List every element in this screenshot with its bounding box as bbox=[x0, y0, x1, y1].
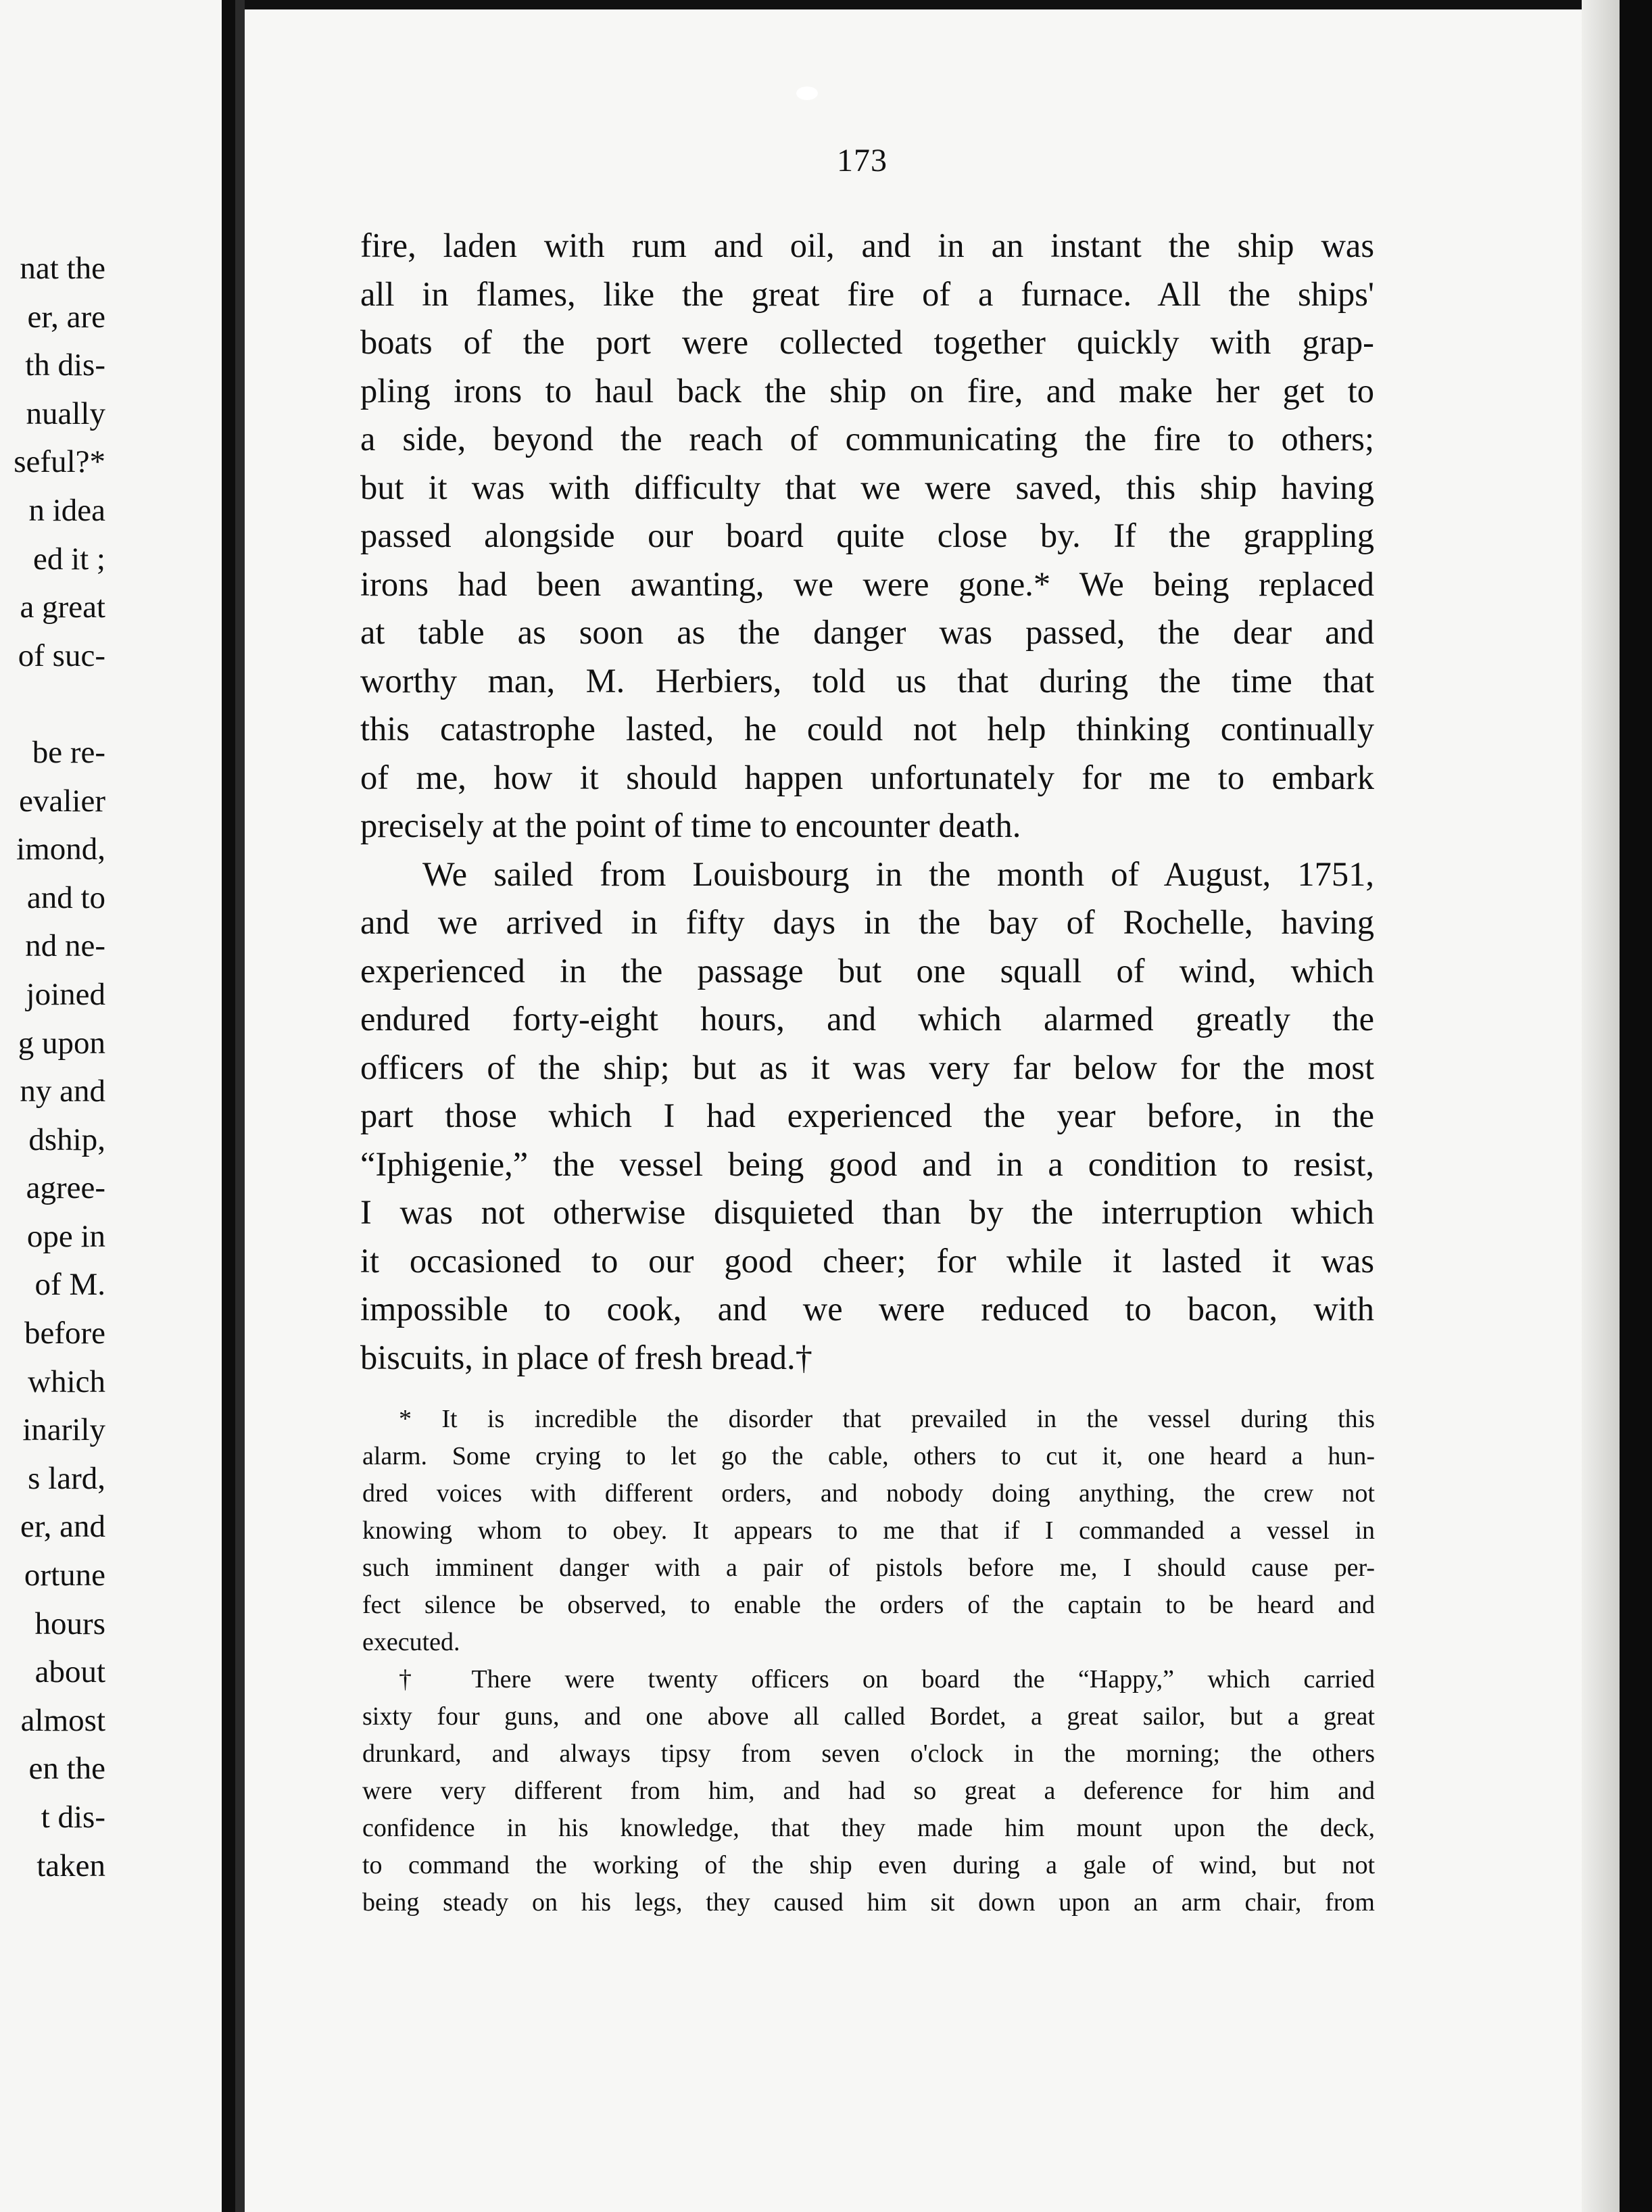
body-line: boats of the port were collected together quickly with grap- bbox=[360, 323, 1374, 361]
left-line: th dis- bbox=[25, 347, 105, 383]
left-line: er, and bbox=[20, 1509, 105, 1545]
footnote-line: sixty four guns, and one above all called Bordet, a great sailor, but a great bbox=[362, 1702, 1375, 1731]
left-line: ed it ; bbox=[32, 541, 105, 577]
footnote-line: confidence in his knowledge, that they made him mount upon the deck, bbox=[362, 1814, 1375, 1842]
gutter-shadow bbox=[235, 0, 245, 2212]
footnote-line: knowing whom to obey. It appears to me that if I commanded a vessel in bbox=[362, 1516, 1375, 1545]
body-line: it occasioned to our good cheer; for while it lasted it was bbox=[360, 1241, 1374, 1280]
left-line: inarily bbox=[22, 1412, 105, 1448]
left-line: a great bbox=[20, 590, 105, 625]
body-line: experienced in the passage but one squall of wind, which bbox=[360, 951, 1374, 990]
footnote-line: to command the working of the ship even during a gale of wind, but not bbox=[362, 1851, 1375, 1879]
left-line: en the bbox=[28, 1751, 105, 1787]
body-line: precisely at the point of time to encounter death. bbox=[360, 807, 1021, 844]
body-line: at table as soon as the danger was passed, the dear and bbox=[360, 613, 1374, 651]
body-line: part those which I had experienced the year before, in the bbox=[360, 1097, 1374, 1134]
left-line bbox=[0, 680, 105, 729]
left-line: ope in bbox=[26, 1218, 105, 1254]
body-line: We sailed from Louisbourg in the month of August, 1751, bbox=[422, 855, 1374, 893]
footnotes bbox=[362, 1401, 1375, 1921]
footnote-line: were very different from him, and had so great a deference for him and bbox=[362, 1777, 1375, 1805]
left-line: hours bbox=[34, 1606, 105, 1641]
left-line: nat the bbox=[20, 251, 105, 286]
left-line: nd ne- bbox=[25, 928, 105, 964]
footnote-line: † There were twenty officers on board the “Happy,” which carried bbox=[399, 1665, 1375, 1693]
book-gutter bbox=[222, 0, 235, 2212]
left-line: and to bbox=[26, 880, 105, 915]
left-line: almost bbox=[20, 1702, 105, 1738]
body-line: fire, laden with rum and oil, and in an instant the ship was bbox=[360, 226, 1374, 264]
body-line: biscuits, in place of fresh bread.† bbox=[360, 1338, 812, 1376]
footnote-line: being steady on his legs, they caused him sit down upon an arm chair, from bbox=[362, 1888, 1375, 1917]
left-line: t dis- bbox=[41, 1800, 105, 1835]
footnote-line: such imminent danger with a pair of pistols before me, I should cause per- bbox=[362, 1554, 1375, 1582]
body-line: but it was with difficulty that we were saved, this ship having bbox=[360, 468, 1374, 506]
left-line: taken bbox=[37, 1848, 105, 1883]
page-edge-shadow bbox=[1582, 0, 1620, 2212]
left-line: ortune bbox=[24, 1558, 105, 1593]
left-line: before bbox=[24, 1316, 105, 1351]
left-line: g upon bbox=[18, 1025, 105, 1061]
left-line: be re- bbox=[32, 734, 105, 770]
left-line: about bbox=[34, 1654, 105, 1690]
left-line: er, are bbox=[27, 299, 105, 335]
left-line: which bbox=[28, 1364, 105, 1399]
left-page-fragment bbox=[0, 0, 222, 2212]
body-line: “Iphigenie,” the vessel being good and in a condition to resist, bbox=[360, 1145, 1374, 1183]
footnote-line: * It is incredible the disorder that prevailed in the vessel during this bbox=[399, 1405, 1375, 1433]
body-line: a side, beyond the reach of communicating the fire to others; bbox=[360, 420, 1374, 458]
body-line: of me, how it should happen unfortunately for me to embark bbox=[360, 758, 1374, 796]
left-line: nually bbox=[26, 395, 105, 431]
body-line: this catastrophe lasted, he could not help thinking continually bbox=[360, 710, 1374, 748]
left-line: evalier bbox=[19, 783, 105, 819]
body-line: officers of the ship; but as it was very far below for the most bbox=[360, 1048, 1374, 1086]
page-number: 173 bbox=[837, 143, 888, 178]
left-line: seful?* bbox=[14, 444, 105, 480]
left-line: ny and bbox=[20, 1074, 105, 1109]
body-line: irons had been awanting, we were gone.* We being replaced bbox=[360, 564, 1374, 603]
footnote-line: drunkard, and always tipsy from seven o'clock in the morning; the others bbox=[362, 1739, 1375, 1768]
left-line: of suc- bbox=[18, 638, 105, 673]
body-line: impossible to cook, and we were reduced to bacon, with bbox=[360, 1290, 1374, 1328]
left-page-text bbox=[0, 245, 105, 1890]
left-line: dship, bbox=[28, 1122, 105, 1157]
scan-speck bbox=[796, 87, 818, 100]
footnote-line: dred voices with different orders, and nobody doing anything, the crew not bbox=[362, 1479, 1375, 1508]
left-line: s lard, bbox=[28, 1460, 105, 1496]
body-line: pling irons to haul back the ship on fire, and make her get to bbox=[360, 371, 1374, 410]
left-line: joined bbox=[26, 976, 105, 1012]
body-line: worthy man, M. Herbiers, told us that during the time that bbox=[360, 661, 1374, 700]
body-line: endured forty-eight hours, and which alarmed greatly the bbox=[360, 1000, 1374, 1038]
left-line: n idea bbox=[28, 492, 105, 528]
body-text bbox=[360, 222, 1374, 1382]
body-line: and we arrived in fifty days in the bay of Rochelle, having bbox=[360, 903, 1374, 941]
left-line: agree- bbox=[26, 1170, 105, 1206]
body-line: I was not otherwise disquieted than by the interruption which bbox=[360, 1193, 1374, 1231]
footnote-line: executed. bbox=[362, 1628, 460, 1656]
left-line: imond, bbox=[16, 832, 105, 867]
left-line: of M. bbox=[34, 1267, 105, 1303]
body-line: passed alongside our board quite close by. If the grappling bbox=[360, 516, 1374, 554]
body-line: all in flames, like the great fire of a furnace. All the ships' bbox=[360, 274, 1374, 313]
scan-border bbox=[1620, 0, 1652, 2212]
footnote-line: alarm. Some crying to let go the cable, others to cut it, one heard a hun- bbox=[362, 1442, 1375, 1470]
footnote-line: fect silence be observed, to enable the orders of the captain to be heard and bbox=[362, 1591, 1375, 1619]
